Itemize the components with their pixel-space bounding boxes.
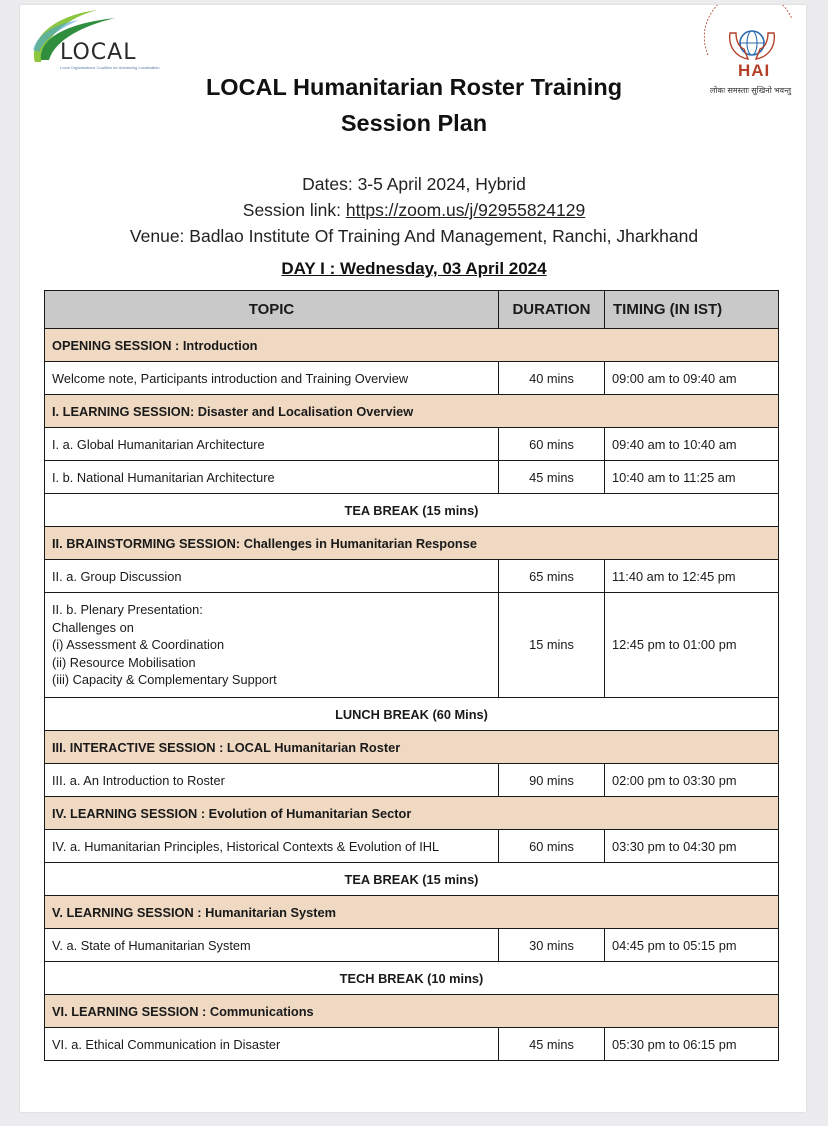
- table-header-row: [45, 291, 779, 329]
- document-subtitle: Session Plan: [340, 110, 488, 136]
- topic-cell: I. a. Global Humanitarian Architecture: [45, 428, 499, 461]
- duration-cell: 45 mins: [499, 1028, 605, 1061]
- document-title: LOCAL Humanitarian Roster Training: [205, 74, 623, 100]
- topic-cell: Welcome note, Participants introduction and Training Overview: [45, 362, 499, 395]
- hai-hands-globe-icon: [700, 5, 810, 65]
- table-row: [45, 362, 779, 395]
- topic-line: (ii) Resource Mobilisation: [52, 654, 196, 670]
- session-link-label: Session link:: [242, 200, 346, 220]
- timing-cell: 11:40 am to 12:45 pm: [605, 560, 779, 593]
- break-label: TECH BREAK (10 mins): [45, 962, 779, 995]
- table-row: [45, 830, 779, 863]
- session-link-line: [0, 200, 828, 221]
- topic-cell: III. a. An Introduction to Roster: [45, 764, 499, 797]
- table-row: [45, 764, 779, 797]
- duration-cell: 60 mins: [499, 830, 605, 863]
- local-logo-word: LOCAL: [60, 40, 137, 65]
- duration-cell: 45 mins: [499, 461, 605, 494]
- table-row: [45, 1028, 779, 1061]
- break-row: [45, 494, 779, 527]
- section-row: [45, 995, 779, 1028]
- local-logo: [27, 4, 160, 78]
- venue-line: Venue: Badlao Institute Of Training And Management, Ranchi, Jharkhand: [129, 226, 699, 246]
- timing-cell: 04:45 pm to 05:15 pm: [605, 929, 779, 962]
- break-label: LUNCH BREAK (60 Mins): [45, 698, 779, 731]
- section-title: II. BRAINSTORMING SESSION: Challenges in Humanitarian Response: [45, 527, 779, 560]
- dates-line: Dates: 3-5 April 2024, Hybrid: [302, 174, 526, 194]
- break-label: TEA BREAK (15 mins): [45, 494, 779, 527]
- section-title: V. LEARNING SESSION : Humanitarian System: [45, 896, 779, 929]
- section-title: III. INTERACTIVE SESSION : LOCAL Humanitarian Roster: [45, 731, 779, 764]
- topic-cell: I. b. National Humanitarian Architecture: [45, 461, 499, 494]
- topic-cell: II. a. Group Discussion: [45, 560, 499, 593]
- section-row: [45, 395, 779, 428]
- topic-line: (i) Assessment & Coordination: [52, 637, 225, 653]
- header-topic: TOPIC: [45, 291, 499, 329]
- timing-cell: 09:40 am to 10:40 am: [605, 428, 779, 461]
- section-title: VI. LEARNING SESSION : Communications: [45, 995, 779, 1028]
- section-row: [45, 797, 779, 830]
- break-row: [45, 962, 779, 995]
- hai-logo-word: HAI: [738, 61, 771, 80]
- session-link[interactable]: https://zoom.us/j/92955824129: [345, 200, 586, 220]
- topic-line: Challenges on: [52, 619, 134, 635]
- duration-cell: 90 mins: [499, 764, 605, 797]
- section-title: I. LEARNING SESSION: Disaster and Localisation Overview: [45, 395, 779, 428]
- timing-cell: 03:30 pm to 04:30 pm: [605, 830, 779, 863]
- section-title: IV. LEARNING SESSION : Evolution of Humanitarian Sector: [45, 797, 779, 830]
- day-heading: DAY I : Wednesday, 03 April 2024: [281, 259, 547, 278]
- duration-cell: 30 mins: [499, 929, 605, 962]
- header-timing: TIMING (IN IST): [605, 291, 779, 329]
- section-row: [45, 527, 779, 560]
- timing-cell: 02:00 pm to 03:30 pm: [605, 764, 779, 797]
- section-title: OPENING SESSION : Introduction: [45, 329, 779, 362]
- duration-cell: 15 mins: [499, 593, 605, 698]
- break-label: TEA BREAK (15 mins): [45, 863, 779, 896]
- table-row: [45, 593, 779, 698]
- table-row: [45, 560, 779, 593]
- duration-cell: 65 mins: [499, 560, 605, 593]
- table-row: [45, 461, 779, 494]
- topic-cell: IV. a. Humanitarian Principles, Historical Contexts & Evolution of IHL: [45, 830, 499, 863]
- timing-cell: 05:30 pm to 06:15 pm: [605, 1028, 779, 1061]
- timing-cell: 09:00 am to 09:40 am: [605, 362, 779, 395]
- section-row: [45, 329, 779, 362]
- section-row: [45, 896, 779, 929]
- header-duration: DURATION: [499, 291, 605, 329]
- local-logo-tagline: Local Organisations Coalition for Advancing Localisation: [60, 65, 160, 70]
- break-row: [45, 698, 779, 731]
- duration-cell: 60 mins: [499, 428, 605, 461]
- topic-line: (iii) Capacity & Complementary Support: [52, 672, 277, 688]
- topic-line: II. b. Plenary Presentation:: [52, 602, 203, 618]
- timing-cell: 10:40 am to 11:25 am: [605, 461, 779, 494]
- section-row: [45, 731, 779, 764]
- table-row: [45, 929, 779, 962]
- break-row: [45, 863, 779, 896]
- topic-cell-multiline: [45, 593, 499, 698]
- hai-logo-motto: लोकः समस्ताः सुखिनो भवन्तु: [710, 86, 792, 95]
- topic-cell: VI. a. Ethical Communication in Disaster: [45, 1028, 499, 1061]
- table-row: [45, 428, 779, 461]
- topic-cell: V. a. State of Humanitarian System: [45, 929, 499, 962]
- duration-cell: 40 mins: [499, 362, 605, 395]
- session-plan-table: [44, 290, 779, 1061]
- timing-cell: 12:45 pm to 01:00 pm: [605, 593, 779, 698]
